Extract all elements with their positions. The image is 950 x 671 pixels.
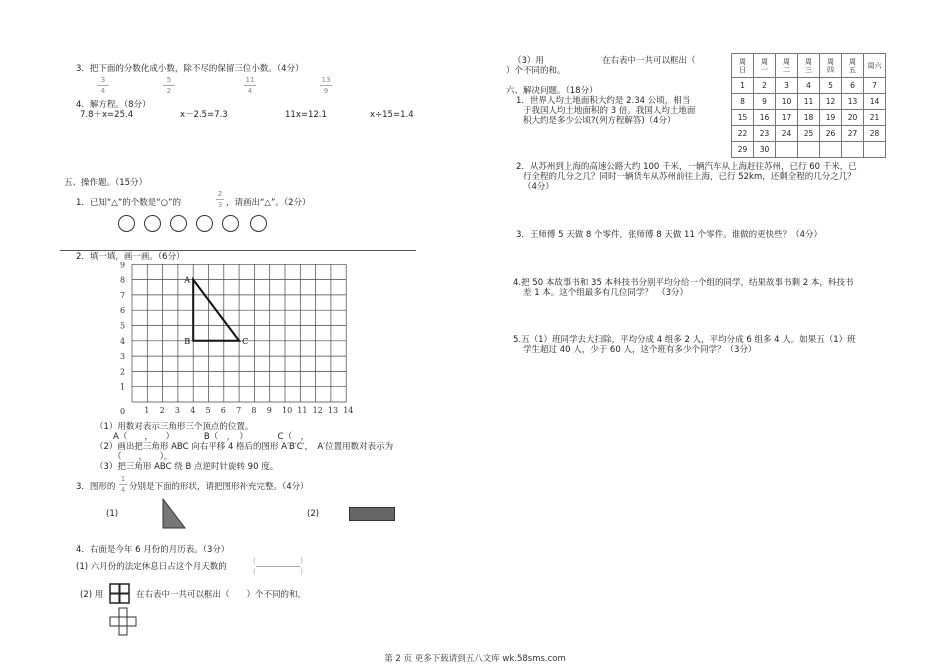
- op3-part2: (2): [307, 509, 320, 519]
- equation-1: 7.8＋x=25.4: [80, 110, 134, 120]
- calendar-day: [798, 142, 820, 158]
- circle-shape: [250, 215, 267, 232]
- window-frame-icon: [109, 583, 130, 604]
- x-tick-label: 9: [266, 406, 272, 415]
- y-tick-label: 6: [120, 306, 126, 316]
- y-tick-label: 0: [120, 407, 126, 416]
- calendar-day: 10: [776, 94, 798, 110]
- calendar-day: 27: [842, 126, 864, 142]
- problem-1-line-2: 于我国人均土地面积的 3 倍。我国人均土地面: [523, 106, 696, 116]
- calendar-day: 23: [754, 126, 776, 142]
- op2-coords: A（ ， ） B（ ， ） C（ ，: [113, 432, 310, 442]
- equation-2: x－2.5=7.3: [180, 110, 228, 120]
- fraction: 13 9: [321, 76, 331, 95]
- op4-title: 4．右面是今年 6 月份的月历表。（3分）: [76, 545, 230, 555]
- y-tick-label: 9: [120, 262, 126, 270]
- calendar-header: 周 一: [754, 54, 776, 78]
- calendar-header: 周六: [864, 54, 886, 78]
- section-5-title: 五、操作题。（15分）: [64, 178, 148, 188]
- q3-text: 3．把下面的分数化成小数，除不尽的保留三位小数。（4分）: [76, 64, 304, 74]
- calendar-day: 19: [820, 110, 842, 126]
- y-tick-label: 7: [120, 290, 126, 300]
- rq3-b: 在右表中一共可以框出（: [602, 56, 696, 66]
- x-tick-label: 7: [236, 406, 242, 415]
- calendar-day: 14: [864, 94, 886, 110]
- x-tick-label: 8: [251, 406, 257, 415]
- calendar-day: 1: [732, 78, 754, 94]
- circle-shape: [196, 215, 213, 232]
- calendar-day: 11: [798, 94, 820, 110]
- y-tick-label: 5: [120, 321, 126, 331]
- calendar-day: 25: [798, 126, 820, 142]
- calendar-day: 4: [798, 78, 820, 94]
- y-tick-label: 3: [120, 352, 126, 362]
- q4-title: 4．解方程。（8分）: [76, 100, 151, 110]
- divider: [60, 250, 416, 251]
- circle-shape: [170, 215, 187, 232]
- y-tick-label: 1: [120, 382, 126, 392]
- calendar-day: [842, 142, 864, 158]
- x-tick-label: 10: [282, 406, 293, 415]
- x-tick-label: 12: [312, 406, 323, 415]
- vertex-label-b: B: [184, 336, 191, 346]
- x-tick-label: 14: [343, 406, 354, 415]
- problem-4-line-1: 4.把 50 本故事书和 35 本科技书分别平均分给一个组的同学，结果故事书剩 2 本，科技书: [513, 278, 854, 288]
- op2-title: 2．填一填，画一画。（6分）: [76, 252, 185, 262]
- problem-5-line-1: 5.五（1）班同学去大扫除，平均分成 4 组多 2 人，平均分成 6 组多 4 人。如果五（1）班: [513, 335, 856, 345]
- op2-sub1: （1）用数对表示三角形三个顶点的位置。: [95, 422, 254, 432]
- vertex-label-c: C: [242, 336, 249, 346]
- calendar-day: 28: [864, 126, 886, 142]
- calendar-header: 周 四: [820, 54, 842, 78]
- op1-post: ，请画出“△”。（2分）: [226, 198, 311, 208]
- calendar-day: 21: [864, 110, 886, 126]
- circle-shape: [118, 215, 135, 232]
- calendar-day: 5: [820, 78, 842, 94]
- op4-sub2a: (2) 用: [80, 590, 104, 600]
- problem-4-line-2: 差 1 本。这个组最多有几位同学？ （3分）: [523, 288, 688, 298]
- june-calendar: [731, 53, 886, 158]
- op3-post: 分别是下面的形状，请把图形补充完整。（4分）: [129, 482, 309, 492]
- y-tick-label: 8: [120, 275, 126, 285]
- calendar-day: 3: [776, 78, 798, 94]
- calendar-day: 29: [732, 142, 754, 158]
- circle-shape: [222, 215, 239, 232]
- calendar-header: 周 三: [798, 54, 820, 78]
- op2-sub2b: （ ， ）。: [113, 452, 173, 462]
- calendar-header: 周 五: [842, 54, 864, 78]
- rq3-a: （3）用: [513, 56, 544, 66]
- problem-3: 3．王师傅 5 天做 8 个零件，张师傅 8 天做 11 个零件。谁做的更快些？（4分）: [516, 230, 822, 240]
- fraction: 11 4: [245, 76, 255, 95]
- calendar-day: 24: [776, 126, 798, 142]
- cross-shape-icon: [109, 607, 137, 637]
- x-tick-label: 3: [174, 406, 180, 415]
- gray-triangle: [161, 498, 186, 529]
- page-footer: 第 2 页 更多下载请到五八文库 wk.58sms.com: [384, 654, 566, 664]
- calendar-day: 15: [732, 110, 754, 126]
- coordinate-grid: [110, 262, 400, 422]
- calendar-day: 7: [864, 78, 886, 94]
- calendar-day: [820, 142, 842, 158]
- calendar-day: 8: [732, 94, 754, 110]
- calendar-day: 26: [820, 126, 842, 142]
- problem-2-line-1: 2．从苏州到上海的高速公路大约 100 千米，一辆汽车从上海赶往苏州，已行 60 千米，已: [516, 162, 857, 172]
- equation-3: 11x=12.1: [285, 110, 327, 120]
- problem-5-line-2: 学生超过 40 人，少于 60 人，这个班有多少个同学？（3分）: [523, 345, 757, 355]
- problem-2-line-2: 行全程的几分之几？同时一辆货车从苏州前往上海，已行 52km，还剩全程的几分之几？: [523, 172, 856, 182]
- op3-part1: (1): [106, 509, 119, 519]
- x-tick-label: 5: [205, 406, 211, 415]
- op3-fraction: 1 4: [120, 475, 126, 494]
- calendar-day: 18: [798, 110, 820, 126]
- calendar-header: 周 日: [732, 54, 754, 78]
- calendar-day: 6: [842, 78, 864, 94]
- calendar-day: 13: [842, 94, 864, 110]
- x-tick-label: 2: [159, 406, 165, 415]
- op1-pre: 1．已知“△”的个数是“○”的: [76, 198, 181, 208]
- calendar-day: [776, 142, 798, 158]
- op4-sub2b: 在右表中一共可以框出（ ）个不同的和。: [136, 590, 307, 600]
- y-tick-label: 4: [120, 336, 126, 346]
- problem-2-line-3: （4分）: [523, 182, 554, 192]
- blank-fraction: ( ) ( ): [253, 557, 303, 576]
- op1-fraction: 2 3: [217, 190, 223, 209]
- op4-sub1: (1) 六月份的法定休息日占这个月天数的: [76, 562, 227, 572]
- calendar-day: 9: [754, 94, 776, 110]
- calendar-day: 30: [754, 142, 776, 158]
- x-tick-label: 1: [144, 406, 150, 415]
- op3-pre: 3．图形的: [76, 482, 116, 492]
- op2-sub3: （3）把三角形 ABC 绕 B 点逆时针旋转 90 度。: [95, 462, 279, 472]
- y-tick-label: 2: [120, 367, 126, 377]
- calendar-day: 2: [754, 78, 776, 94]
- x-tick-label: 13: [327, 406, 339, 415]
- calendar-day: 17: [776, 110, 798, 126]
- gray-rectangle: [349, 507, 395, 521]
- x-tick-label: 6: [220, 406, 226, 415]
- equation-4: x÷15=1.4: [370, 110, 414, 120]
- fraction: 3 4: [97, 76, 109, 95]
- problem-1-line-3: 积大约是多少公顷?(列方程解答)（4分）: [523, 116, 676, 126]
- section-6-title: 六、解决问题。（18分）: [506, 86, 598, 96]
- calendar-day: 16: [754, 110, 776, 126]
- calendar-day: 22: [732, 126, 754, 142]
- calendar-day: [864, 142, 886, 158]
- op2-sub2: （2）画出把三角形 ABC 向右平移 4 格后的图形 A′B′C′， A′位置用数对表示为: [95, 442, 394, 452]
- rq3-c: ）个不同的和。: [506, 66, 566, 76]
- vertex-label-a: A: [184, 275, 190, 285]
- problem-1-line-1: 1．世界人均土地面积大约是 2.34 公顷，相当: [516, 96, 691, 106]
- x-tick-label: 11: [297, 406, 308, 415]
- calendar-header: 周 二: [776, 54, 798, 78]
- calendar-day: 20: [842, 110, 864, 126]
- calendar-day: 12: [820, 94, 842, 110]
- circle-shape: [144, 215, 161, 232]
- fraction: 5 2: [163, 76, 175, 95]
- x-tick-label: 4: [190, 406, 196, 415]
